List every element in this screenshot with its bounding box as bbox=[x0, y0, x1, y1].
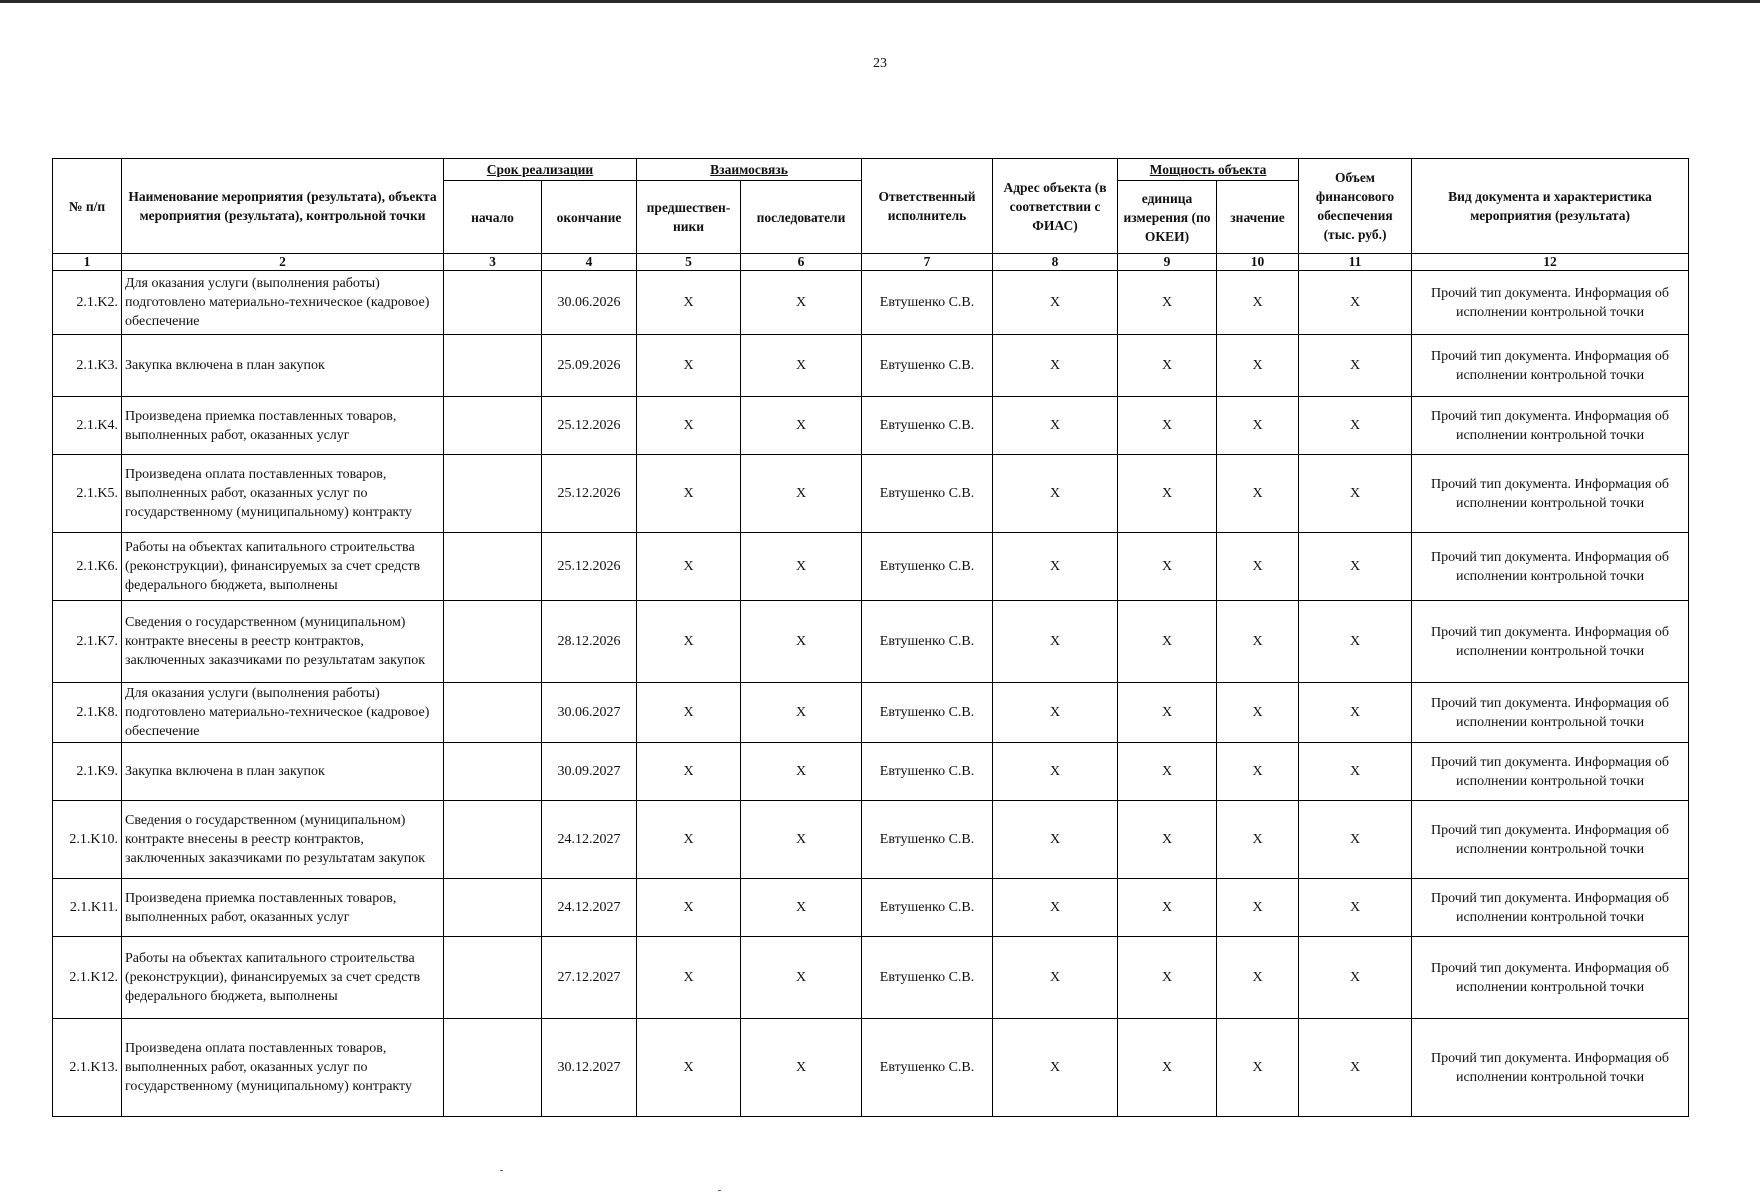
row-doc-type: Прочий тип документа. Информация об исполнении контрольной точки bbox=[1412, 937, 1689, 1019]
row-start bbox=[444, 533, 542, 601]
header-start: начало bbox=[444, 181, 542, 254]
row-predecessors: X bbox=[637, 683, 741, 743]
row-value: X bbox=[1217, 683, 1299, 743]
row-end: 25.12.2026 bbox=[542, 533, 637, 601]
header-responsible: Ответственный исполнитель bbox=[862, 159, 993, 254]
row-value: X bbox=[1217, 879, 1299, 937]
row-doc-type: Прочий тип документа. Информация об исполнении контрольной точки bbox=[1412, 683, 1689, 743]
row-responsible: Евтушенко С.В. bbox=[862, 1019, 993, 1117]
row-responsible: Евтушенко С.В. bbox=[862, 271, 993, 335]
row-start bbox=[444, 397, 542, 455]
row-address: X bbox=[993, 743, 1118, 801]
row-unit: X bbox=[1118, 335, 1217, 397]
col-num-7: 7 bbox=[862, 254, 993, 271]
row-value: X bbox=[1217, 801, 1299, 879]
row-name: Произведена оплата поставленных товаров, выполненных работ, оказанных услуг по государственному (муниципальному) контракту bbox=[122, 455, 444, 533]
header-capacity: Мощность объекта bbox=[1118, 159, 1299, 181]
row-start bbox=[444, 1019, 542, 1117]
row-unit: X bbox=[1118, 879, 1217, 937]
row-successors: X bbox=[741, 683, 862, 743]
row-doc-type: Прочий тип документа. Информация об исполнении контрольной точки bbox=[1412, 601, 1689, 683]
row-successors: X bbox=[741, 533, 862, 601]
row-address: X bbox=[993, 455, 1118, 533]
row-unit: X bbox=[1118, 937, 1217, 1019]
row-successors: X bbox=[741, 455, 862, 533]
row-funding: X bbox=[1299, 743, 1412, 801]
row-id: 2.1.K11. bbox=[53, 879, 122, 937]
row-doc-type: Прочий тип документа. Информация об исполнении контрольной точки bbox=[1412, 533, 1689, 601]
table-row bbox=[53, 601, 1689, 683]
row-doc-type: Прочий тип документа. Информация об исполнении контрольной точки bbox=[1412, 271, 1689, 335]
row-doc-type: Прочий тип документа. Информация об исполнении контрольной точки bbox=[1412, 397, 1689, 455]
col-num-4: 4 bbox=[542, 254, 637, 271]
row-predecessors: X bbox=[637, 801, 741, 879]
header-name: Наименование мероприятия (результата), объекта мероприятия (результата), контрольной точки bbox=[122, 159, 444, 254]
row-predecessors: X bbox=[637, 743, 741, 801]
col-num-5: 5 bbox=[637, 254, 741, 271]
row-start bbox=[444, 335, 542, 397]
row-name: Закупка включена в план закупок bbox=[122, 743, 444, 801]
row-predecessors: X bbox=[637, 335, 741, 397]
row-end: 30.09.2027 bbox=[542, 743, 637, 801]
row-name: Закупка включена в план закупок bbox=[122, 335, 444, 397]
table-row bbox=[53, 937, 1689, 1019]
row-responsible: Евтушенко С.В. bbox=[862, 397, 993, 455]
row-end: 25.12.2026 bbox=[542, 397, 637, 455]
row-unit: X bbox=[1118, 271, 1217, 335]
row-start bbox=[444, 801, 542, 879]
row-end: 28.12.2026 bbox=[542, 601, 637, 683]
row-funding: X bbox=[1299, 879, 1412, 937]
row-name: Для оказания услуги (выполнения работы) подготовлено материально-техническое (кадровое) обеспечение bbox=[122, 271, 444, 335]
row-unit: X bbox=[1118, 533, 1217, 601]
row-address: X bbox=[993, 601, 1118, 683]
row-name: Произведена приемка поставленных товаров, выполненных работ, оказанных услуг bbox=[122, 879, 444, 937]
col-num-1: 1 bbox=[53, 254, 122, 271]
row-value: X bbox=[1217, 335, 1299, 397]
row-predecessors: X bbox=[637, 1019, 741, 1117]
header-unit: единица измерения (по ОКЕИ) bbox=[1118, 181, 1217, 254]
row-value: X bbox=[1217, 271, 1299, 335]
table-row bbox=[53, 683, 1689, 743]
row-doc-type: Прочий тип документа. Информация об исполнении контрольной точки bbox=[1412, 879, 1689, 937]
header-relation: Взаимосвязь bbox=[637, 159, 862, 181]
row-end: 24.12.2027 bbox=[542, 801, 637, 879]
row-successors: X bbox=[741, 937, 862, 1019]
row-id: 2.1.K12. bbox=[53, 937, 122, 1019]
scan-speck bbox=[500, 1170, 503, 1171]
row-id: 2.1.K5. bbox=[53, 455, 122, 533]
row-end: 30.06.2027 bbox=[542, 683, 637, 743]
row-id: 2.1.K8. bbox=[53, 683, 122, 743]
row-id: 2.1.K3. bbox=[53, 335, 122, 397]
table-row bbox=[53, 455, 1689, 533]
table-row bbox=[53, 1019, 1689, 1117]
row-funding: X bbox=[1299, 533, 1412, 601]
row-address: X bbox=[993, 533, 1118, 601]
table-row bbox=[53, 879, 1689, 937]
row-predecessors: X bbox=[637, 455, 741, 533]
row-doc-type: Прочий тип документа. Информация об исполнении контрольной точки bbox=[1412, 1019, 1689, 1117]
header-end: окончание bbox=[542, 181, 637, 254]
row-funding: X bbox=[1299, 397, 1412, 455]
row-start bbox=[444, 683, 542, 743]
row-name: Произведена приемка поставленных товаров, выполненных работ, оказанных услуг bbox=[122, 397, 444, 455]
table-row bbox=[53, 801, 1689, 879]
row-predecessors: X bbox=[637, 397, 741, 455]
header-doc-type: Вид документа и характеристика мероприятия (результата) bbox=[1412, 159, 1689, 254]
row-end: 30.12.2027 bbox=[542, 1019, 637, 1117]
row-funding: X bbox=[1299, 1019, 1412, 1117]
row-address: X bbox=[993, 397, 1118, 455]
row-end: 25.09.2026 bbox=[542, 335, 637, 397]
header-successors: последователи bbox=[741, 181, 862, 254]
col-num-9: 9 bbox=[1118, 254, 1217, 271]
row-name: Для оказания услуги (выполнения работы) подготовлено материально-техническое (кадровое) обеспечение bbox=[122, 683, 444, 743]
row-name: Сведения о государственном (муниципальном) контракте внесены в реестр контрактов, заключенных заказчиками по результатам закупок bbox=[122, 601, 444, 683]
row-funding: X bbox=[1299, 455, 1412, 533]
row-address: X bbox=[993, 937, 1118, 1019]
scan-speck bbox=[718, 1190, 721, 1191]
row-name: Работы на объектах капитального строительства (реконструкции), финансируемых за счет средств федерального бюджета, выполнены bbox=[122, 937, 444, 1019]
row-start bbox=[444, 879, 542, 937]
row-id: 2.1.K6. bbox=[53, 533, 122, 601]
row-successors: X bbox=[741, 879, 862, 937]
row-funding: X bbox=[1299, 683, 1412, 743]
row-successors: X bbox=[741, 397, 862, 455]
row-id: 2.1.K7. bbox=[53, 601, 122, 683]
header-address: Адрес объекта (в соответствии с ФИАС) bbox=[993, 159, 1118, 254]
row-funding: X bbox=[1299, 335, 1412, 397]
row-value: X bbox=[1217, 455, 1299, 533]
row-id: 2.1.K4. bbox=[53, 397, 122, 455]
col-num-3: 3 bbox=[444, 254, 542, 271]
table-row bbox=[53, 533, 1689, 601]
header-row-top bbox=[53, 159, 1689, 181]
col-num-6: 6 bbox=[741, 254, 862, 271]
row-predecessors: X bbox=[637, 533, 741, 601]
row-value: X bbox=[1217, 533, 1299, 601]
row-value: X bbox=[1217, 743, 1299, 801]
row-end: 27.12.2027 bbox=[542, 937, 637, 1019]
row-funding: X bbox=[1299, 271, 1412, 335]
row-address: X bbox=[993, 335, 1118, 397]
header-num: № п/п bbox=[53, 159, 122, 254]
row-end: 24.12.2027 bbox=[542, 879, 637, 937]
row-id: 2.1.K13. bbox=[53, 1019, 122, 1117]
col-num-12: 12 bbox=[1412, 254, 1689, 271]
row-unit: X bbox=[1118, 601, 1217, 683]
table-row bbox=[53, 335, 1689, 397]
row-start bbox=[444, 601, 542, 683]
row-funding: X bbox=[1299, 601, 1412, 683]
row-responsible: Евтушенко С.В. bbox=[862, 801, 993, 879]
header-predecessors: предшествен-ники bbox=[637, 181, 741, 254]
row-predecessors: X bbox=[637, 937, 741, 1019]
page-number: 23 bbox=[873, 56, 887, 71]
row-address: X bbox=[993, 879, 1118, 937]
row-responsible: Евтушенко С.В. bbox=[862, 601, 993, 683]
row-funding: X bbox=[1299, 937, 1412, 1019]
row-responsible: Евтушенко С.В. bbox=[862, 743, 993, 801]
header-funding: Объем финансового обеспечения (тыс. руб.) bbox=[1299, 159, 1412, 254]
row-address: X bbox=[993, 801, 1118, 879]
scan-top-edge bbox=[0, 0, 1760, 3]
col-num-10: 10 bbox=[1217, 254, 1299, 271]
row-end: 25.12.2026 bbox=[542, 455, 637, 533]
row-successors: X bbox=[741, 801, 862, 879]
row-responsible: Евтушенко С.В. bbox=[862, 533, 993, 601]
row-id: 2.1.K10. bbox=[53, 801, 122, 879]
control-points-table bbox=[52, 158, 1689, 1117]
row-value: X bbox=[1217, 601, 1299, 683]
row-start bbox=[444, 743, 542, 801]
row-address: X bbox=[993, 1019, 1118, 1117]
row-name: Сведения о государственном (муниципальном) контракте внесены в реестр контрактов, заключенных заказчиками по результатам закупок bbox=[122, 801, 444, 879]
row-doc-type: Прочий тип документа. Информация об исполнении контрольной точки bbox=[1412, 743, 1689, 801]
row-name: Работы на объектах капитального строительства (реконструкции), финансируемых за счет средств федерального бюджета, выполнены bbox=[122, 533, 444, 601]
row-successors: X bbox=[741, 601, 862, 683]
header-value: значение bbox=[1217, 181, 1299, 254]
row-unit: X bbox=[1118, 455, 1217, 533]
row-predecessors: X bbox=[637, 879, 741, 937]
row-id: 2.1.K2. bbox=[53, 271, 122, 335]
col-num-2: 2 bbox=[122, 254, 444, 271]
row-id: 2.1.K9. bbox=[53, 743, 122, 801]
row-name: Произведена оплата поставленных товаров, выполненных работ, оказанных услуг по государственному (муниципальному) контракту bbox=[122, 1019, 444, 1117]
row-doc-type: Прочий тип документа. Информация об исполнении контрольной точки bbox=[1412, 335, 1689, 397]
row-successors: X bbox=[741, 1019, 862, 1117]
row-responsible: Евтушенко С.В. bbox=[862, 879, 993, 937]
row-address: X bbox=[993, 271, 1118, 335]
row-successors: X bbox=[741, 743, 862, 801]
row-value: X bbox=[1217, 1019, 1299, 1117]
table-row bbox=[53, 397, 1689, 455]
row-doc-type: Прочий тип документа. Информация об исполнении контрольной точки bbox=[1412, 455, 1689, 533]
header-period: Срок реализации bbox=[444, 159, 637, 181]
row-successors: X bbox=[741, 271, 862, 335]
table-row bbox=[53, 743, 1689, 801]
row-value: X bbox=[1217, 937, 1299, 1019]
row-predecessors: X bbox=[637, 271, 741, 335]
table-row bbox=[53, 271, 1689, 335]
row-start bbox=[444, 937, 542, 1019]
row-start bbox=[444, 455, 542, 533]
row-responsible: Евтушенко С.В. bbox=[862, 937, 993, 1019]
row-successors: X bbox=[741, 335, 862, 397]
column-number-row bbox=[53, 254, 1689, 271]
row-value: X bbox=[1217, 397, 1299, 455]
row-funding: X bbox=[1299, 801, 1412, 879]
row-unit: X bbox=[1118, 801, 1217, 879]
row-unit: X bbox=[1118, 397, 1217, 455]
row-address: X bbox=[993, 683, 1118, 743]
row-doc-type: Прочий тип документа. Информация об исполнении контрольной точки bbox=[1412, 801, 1689, 879]
row-unit: X bbox=[1118, 743, 1217, 801]
col-num-8: 8 bbox=[993, 254, 1118, 271]
row-responsible: Евтушенко С.В. bbox=[862, 335, 993, 397]
row-unit: X bbox=[1118, 683, 1217, 743]
row-end: 30.06.2026 bbox=[542, 271, 637, 335]
row-responsible: Евтушенко С.В. bbox=[862, 683, 993, 743]
row-responsible: Евтушенко С.В. bbox=[862, 455, 993, 533]
row-unit: X bbox=[1118, 1019, 1217, 1117]
row-predecessors: X bbox=[637, 601, 741, 683]
col-num-11: 11 bbox=[1299, 254, 1412, 271]
row-start bbox=[444, 271, 542, 335]
